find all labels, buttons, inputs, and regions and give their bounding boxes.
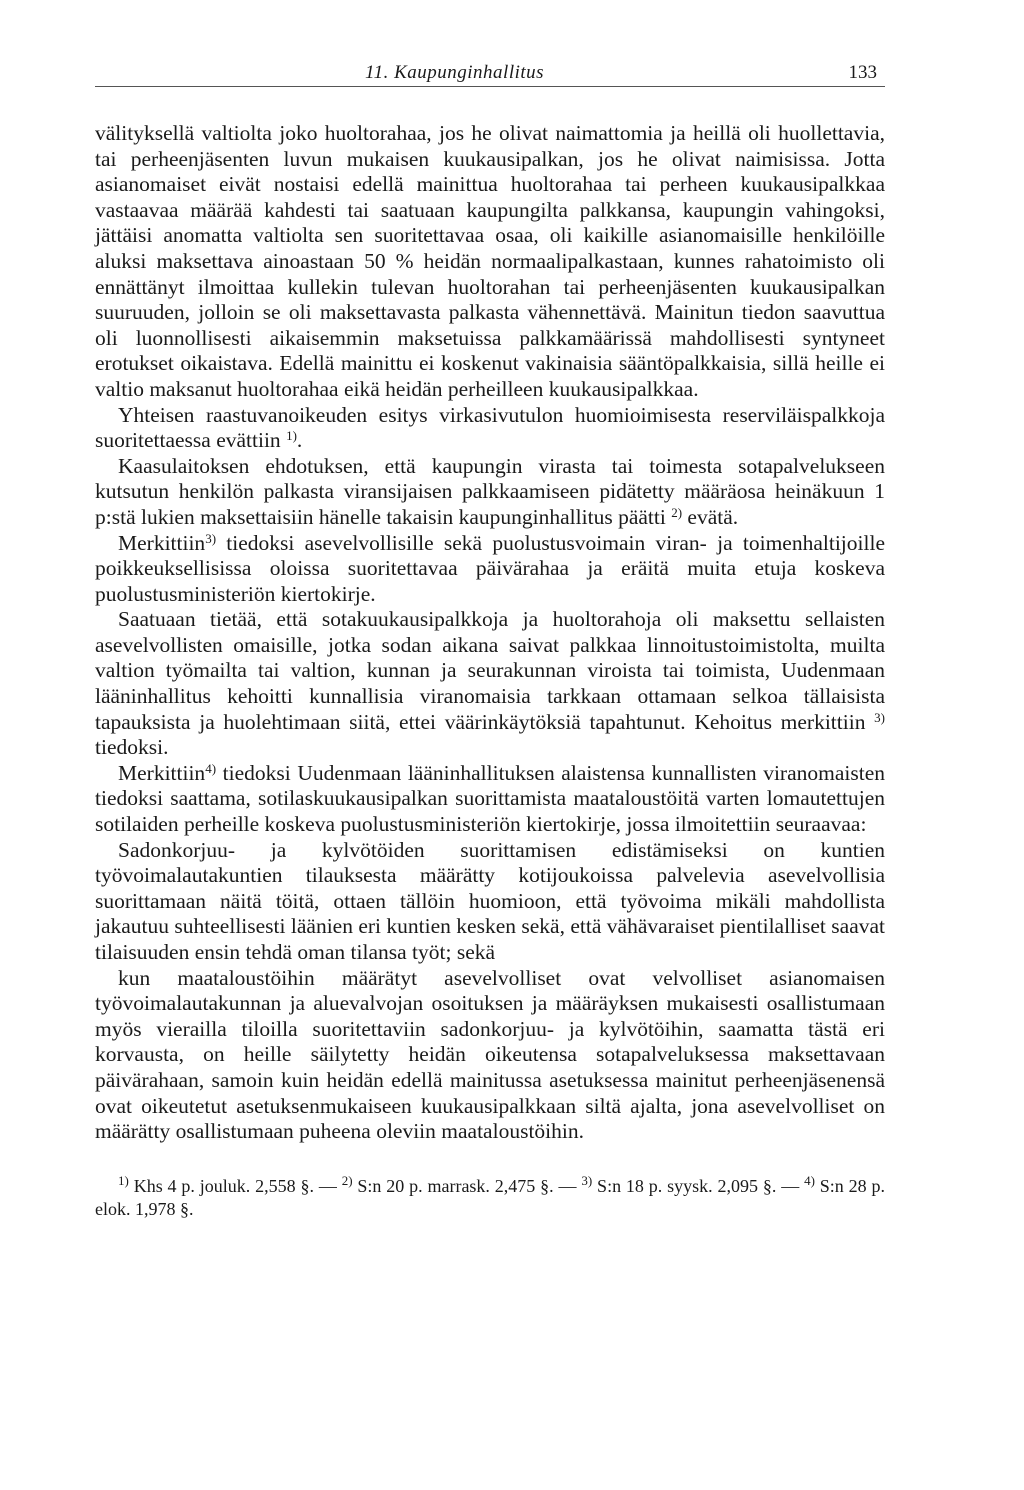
footnote-mark-3: 3) xyxy=(581,1172,593,1188)
footnote-ref: 2) xyxy=(671,504,683,520)
footnotes xyxy=(95,1172,885,1221)
paragraph-text: Sadonkorjuu- ja kylvötöiden suorittamisen edistämiseksi on kuntien työvoimalautakuntien tilauksesta määrätty kotijoukoissa palvelevia asevelvollisia suorittamaan näitä töitä, ottaen tällöin huomioon, että työvoima mikäli mahdollista jakautuu suhteellisesti läänien eri kuntien kesken sekä, että vähävaraiset pientilalliset saavat tilaisuuden ensin tehdä oman tilansa työt; sekä xyxy=(95,837,885,964)
paragraph-text: Kaasulaitoksen ehdotuksen, että kaupungin virasta tai toimesta sotapalvelukseen kutsutun henkilön palkasta viransijaisen palkkaamiseen pidätetty määräosa heinäkuun 1 p:stä lukien maksettaisiin hänelle takaisin kaupunginhallitus päätti xyxy=(95,453,885,529)
footnote-1: Khs 4 p. jouluk. 2,558 §. — xyxy=(128,1175,342,1196)
paragraph-text: Merkittiin xyxy=(118,760,206,785)
paragraph-6 xyxy=(95,761,885,838)
footnote-ref: 4) xyxy=(205,760,217,776)
footnote-mark-4: 4) xyxy=(804,1172,815,1188)
paragraph-2 xyxy=(95,403,885,454)
footnote-mark-1: 1) xyxy=(118,1172,129,1188)
paragraph-text: välityksellä valtiolta joko huoltorahaa, jos he olivat naimattomia ja heillä oli huollettavia, tai perheenjäsenten luvun mukaisen kuukausipalkan, jos he olivat naimisissa. Jotta asianomaiset eivät nostaisi edellä mainittua huoltorahaa tai perheen kuukausipalkkaa vastaavaa määrää kahdesti tai saatuaan kaupungilta palkkansa, kaupungin vahingoksi, jättäisi anomatta valtiolta sen suoritettavaa osaa, oli kaikille asianomaisille henkilöille aluksi maksettava ainoastaan 50 % heidän normaalipalkastaan, kunnes rahatoimisto oli ennättänyt ilmoittaa kullekin tulevan huoltorahan tai perheenjäsenten kuukausipalkan suuruuden, jolloin se oli maksettavasta palkasta vähennettävä. Mainitun tiedon saavuttua oli luonnollisesti aikaisemmin maksetuissa palkkamäärissä mahdollisesti syntyneet erotukset oikaistava. Edellä mainittu ei koskenut vakinaisia sääntöpalkkaisia, sillä heille ei valtio maksanut huoltorahaa eikä heidän perheilleen kuukausipalkkaa. xyxy=(95,121,885,401)
footnote-3: S:n 18 p. syysk. 2,095 §. — xyxy=(592,1175,805,1196)
footnote-ref: 3) xyxy=(205,530,217,546)
paragraph-text: Merkittiin xyxy=(118,530,206,555)
footnote-ref: 1) xyxy=(286,428,297,444)
paragraph-5 xyxy=(95,607,885,761)
paragraph-text: Saatuaan tietää, että sotakuukausipalkkoja ja huoltorahoja oli maksettu sellaisten asevelvollisten omaisille, jotka sodan aikana saivat palkkaa linnoitustoimistolta, muilta valtion työmailta tai valtion, kunnan ja seurakunnan viroista tai toimista, Uudenmaan lääninhallitus kehoitti kunnallisia viranomaisia tarkkaan ottamaan selkoa tällaisista tapauksista ja huolehtimaan siitä, ettei väärinkäytöksiä tapahtunut. Kehoitus merkittiin xyxy=(95,607,885,734)
running-header xyxy=(95,56,885,87)
running-title: 11. Kaupunginhallitus xyxy=(365,62,545,83)
paragraph-3 xyxy=(95,454,885,531)
paragraph-text-tail: tiedoksi. xyxy=(95,735,169,760)
footnote-4: S:n 28 p. elok. 1,978 §. xyxy=(95,1175,885,1219)
page-number: 133 xyxy=(848,62,877,83)
paragraph-text: Yhteisen raastuvanoikeuden esitys virkasivutulon huomioimisesta reserviläispalkkoja suoritettaessa evättiin xyxy=(95,402,885,453)
document-page xyxy=(95,56,885,1221)
paragraph-4 xyxy=(95,531,885,608)
body-text xyxy=(95,121,885,1145)
paragraph-text-tail: evätä. xyxy=(682,504,739,529)
paragraph-1 xyxy=(95,121,885,403)
paragraph-text-tail: tiedoksi Uudenmaan lääninhallituksen alaistensa kunnallisten viranomaisten tiedoksi saattama, sotilaskuukausipalkan suorittamista maataloustöitä varten lomautettujen sotilaiden perheille koskeva puolustusministeriön kiertokirje, jossa ilmoitettiin seuraavaa: xyxy=(95,760,885,837)
footnote-line xyxy=(95,1172,885,1221)
footnote-ref: 3) xyxy=(874,709,885,725)
paragraph-7 xyxy=(95,838,885,966)
paragraph-text-tail: . xyxy=(296,428,303,453)
footnote-2: S:n 20 p. marrask. 2,475 §. — xyxy=(352,1175,582,1196)
paragraph-text-tail: tiedoksi asevelvollisille sekä puolustusvoimain viran- ja toimenhaltijoille poikkeuksellisissa oloissa suoritettavaa päivärahaa ja eräitä muita etuja koskeva puolustusministeriön kiertokirje. xyxy=(95,530,885,606)
paragraph-text: kun maataloustöihin määrätyt asevelvolliset ovat velvolliset asianomaisen työvoimalautakunnan ja aluevalvojan osoituksen ja määräyksen mukaisesti osallistumaan myös vierailla tiloilla suoritettaviin sadonkorjuu- ja kylvötöihin, saamatta tästä eri korvausta, on heille säilytetty heidän oikeutensa sotapalveluksessa maksettavaan päivärahaan, samoin kuin heidän edellä mainitussa asetuksessa mainitut perheenjäsenensä ovat oikeutetut asetuksenmukaiseen kuukausipalkkaan siltä ajalta, jona asevelvolliset on määrätty osallistumaan puheena oleviin maataloustöihin. xyxy=(95,965,885,1144)
paragraph-8 xyxy=(95,966,885,1145)
footnote-mark-2: 2) xyxy=(341,1172,353,1188)
